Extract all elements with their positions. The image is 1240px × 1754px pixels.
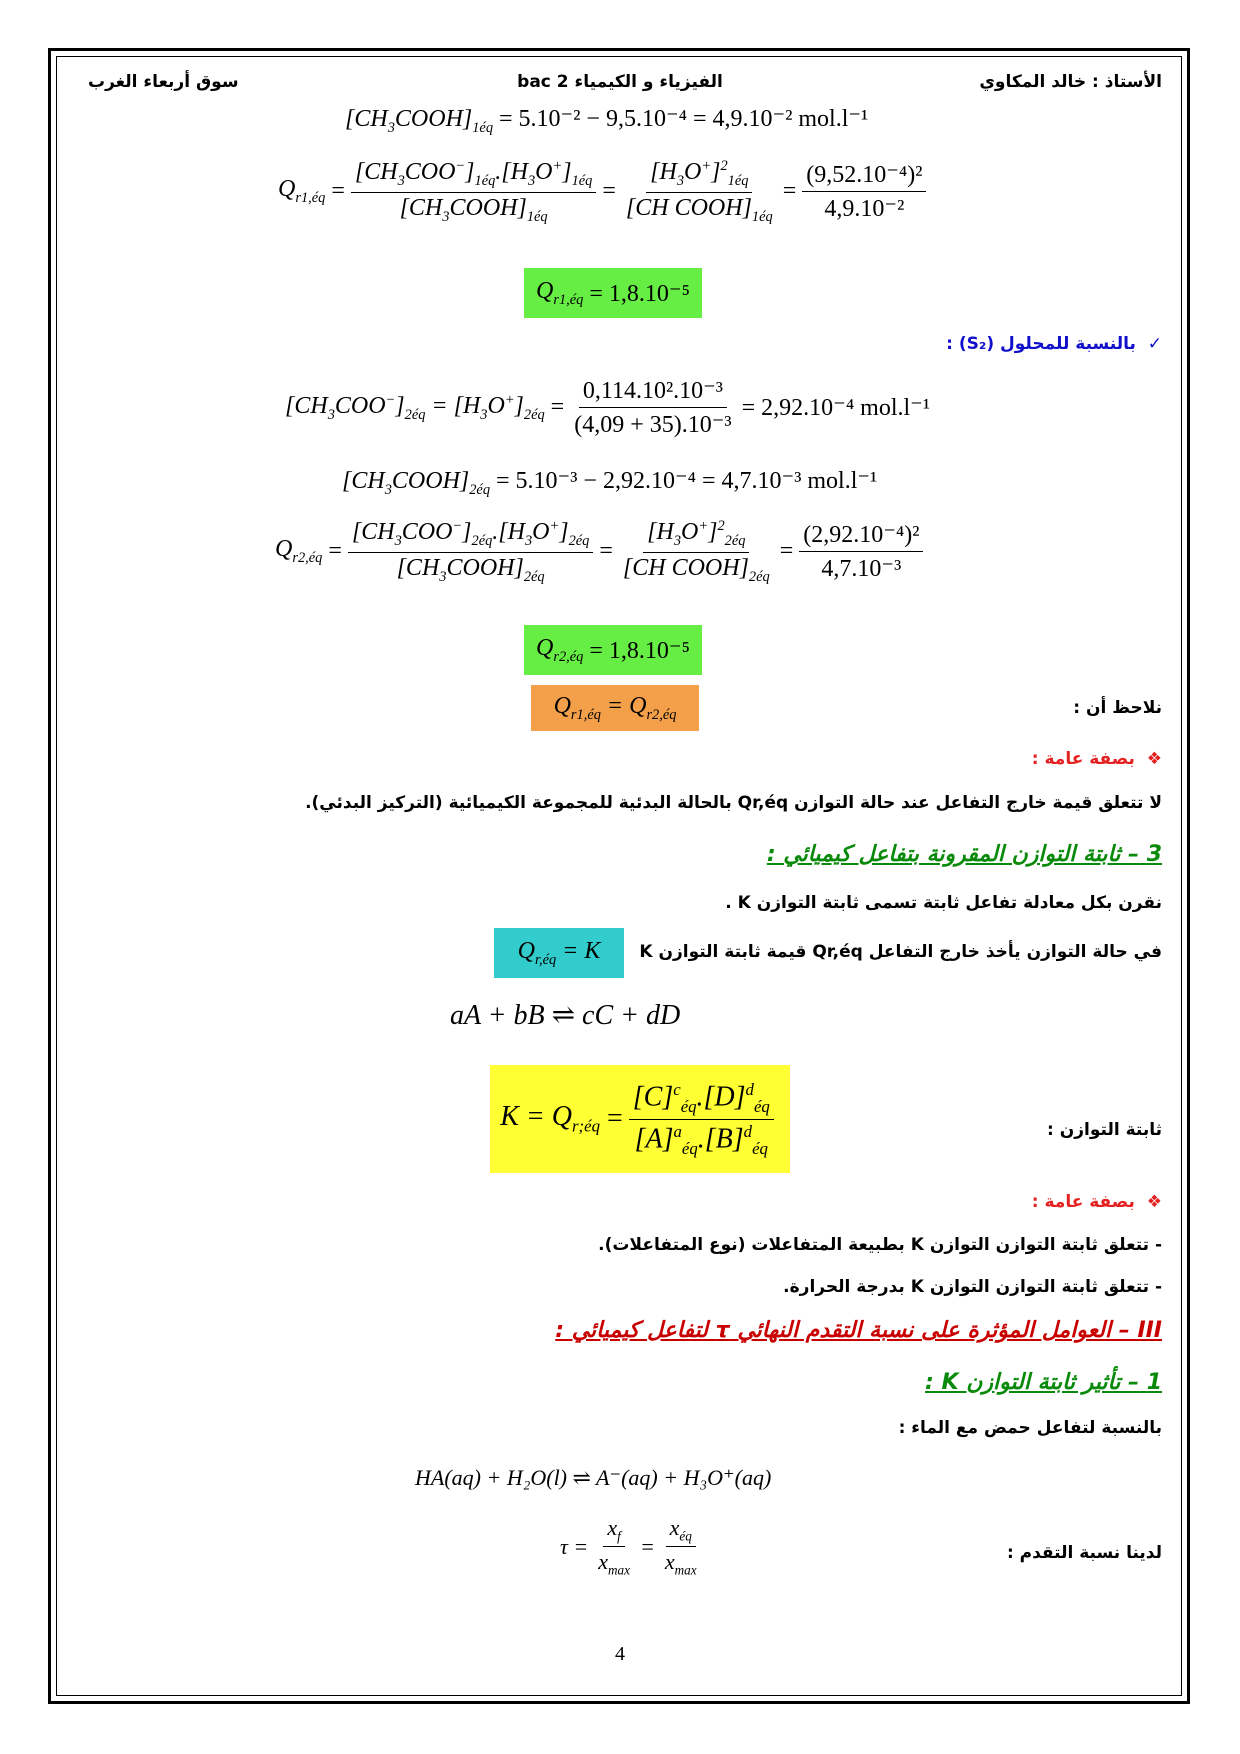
- k-label: ثابتة التوازن :: [1047, 1120, 1162, 1140]
- reaction-acid: HA(aq) + H₂O(l) ⇌ A⁻(aq) + H₃O⁺(aq): [415, 1465, 772, 1490]
- k-expression-box: $K = Q_{r;éq}$ = $\frac{[C]^c_{éq}.[D]^d_{éq}}{[A]^a_{éq}.[B]^d_{éq}}$: [490, 1065, 790, 1173]
- tau-equation: τ = $\frac{x_f}{x_{max}}$ = $\frac{x_{éq}}{x_{max}}$: [560, 1515, 697, 1578]
- s2-heading: ✓ بالنسبة للمحلول (S₂) :: [946, 334, 1162, 354]
- note-label: نلاحظ أن :: [1073, 698, 1162, 718]
- equation-acid1: $[CH_3COOH]_{1éq} = 5.10^{-2} - 9,5.10^{-4} = 4,9.10^{-2}$ mol.l⁻¹: [345, 106, 869, 136]
- equation-q2: $Q_{r2,éq}$ = $\frac{[CH_3COO^-]_{2éq}.[H_3O^+]_{2éq}}{[CH_3COOH]_{2éq}}$ = $\frac{[H_3O^+]^2_{2éq}}{[CH COOH]_{2éq}}$ = $\frac{\text{(2,92.10⁻⁴)²}}{\text{4,7.10⁻³}}$: [275, 518, 929, 586]
- equation-conc2: $[CH_3COO^-]_{2éq} = [H_3O^+]_{2éq}$ = $\frac{\text{0,114.10².10⁻³}}{\text{(4,09 + 35).10⁻³}}$ = 2,92.10⁻⁴ mol.l⁻¹: [285, 378, 931, 438]
- dependency-2: - تتعلق ثابتة التوازن التوازن K بدرجة الحرارة.: [783, 1277, 1162, 1297]
- reaction-general: aA + bB ⇌ cC + dD: [450, 1000, 681, 1031]
- line-k1: نقرن بكل معادلة تفاعل ثابتة تسمى ثابتة التوازن K .: [725, 893, 1162, 913]
- equation-q1: $Q_{r1,éq}$ = $\frac{[CH_3COO^-]_{1éq}.[H_3O^+]_{1éq}}{[CH_3COOH]_{1éq}}$ = $\frac{[H_3O^+]^2_{1éq}}{[CH COOH]_{1éq}}$ = $\frac{\text{(9,52.10⁻⁴)²}}{\text{4,9.10⁻²}}$: [278, 158, 932, 226]
- equality-box: $Q_{r1,éq} = Q_{r2,éq}$: [531, 685, 699, 731]
- section-3-heading: 3 – ثابتة التوازن المقرونة بتفاعل كيميائي :: [766, 842, 1162, 867]
- equation-acid2: $[CH_3COOH]_{2éq} = 5.10^{-3} - 2,92.10^{-4} = 4,7.10^{-3}$ mol.l⁻¹: [342, 468, 878, 498]
- k-box: $Q_{r,éq} = K$: [494, 928, 624, 978]
- header-subject: الفيزياء و الكيمياء 2 bac: [517, 72, 723, 92]
- result-box-q2: $Q_{r2,éq}$ = 1,8.10⁻⁵: [524, 625, 702, 675]
- result-box-q1: $Q_{r1,éq}$ = 1,8.10⁻⁵: [524, 268, 702, 318]
- general-heading-2: ❖ بصفة عامة :: [1031, 1192, 1162, 1212]
- page-number: 4: [615, 1643, 625, 1665]
- header-school: سوق أربعاء الغرب: [88, 72, 239, 92]
- statement-1: لا تتعلق قيمة خارج التفاعل عند حالة التوازن Qr,éq بالحالة البدئية للمجموعة الكيميائية (التركيز البدئي).: [305, 793, 1162, 813]
- acid-water-line: بالنسبة لتفاعل حمض مع الماء :: [898, 1418, 1162, 1438]
- tau-label: لدينا نسبة التقدم :: [1006, 1543, 1162, 1563]
- header-teacher: الأستاذ : خالد المكاوي: [979, 72, 1162, 92]
- section-iii-heading: III – العوامل المؤثرة على نسبة التقدم النهائي τ لتفاعل كيميائي :: [555, 1318, 1162, 1343]
- subsection-1-heading: 1 – تأثير ثابتة التوازن K :: [925, 1370, 1162, 1395]
- line-k2: في حالة التوازن يأخذ خارج التفاعل Qr,éq قيمة ثابتة التوازن K: [639, 942, 1162, 962]
- dependency-1: - تتعلق ثابتة التوازن التوازن K بطبيعة المتفاعلات (نوع المتفاعلات).: [598, 1235, 1162, 1255]
- general-heading-1: ❖ بصفة عامة :: [1031, 749, 1162, 769]
